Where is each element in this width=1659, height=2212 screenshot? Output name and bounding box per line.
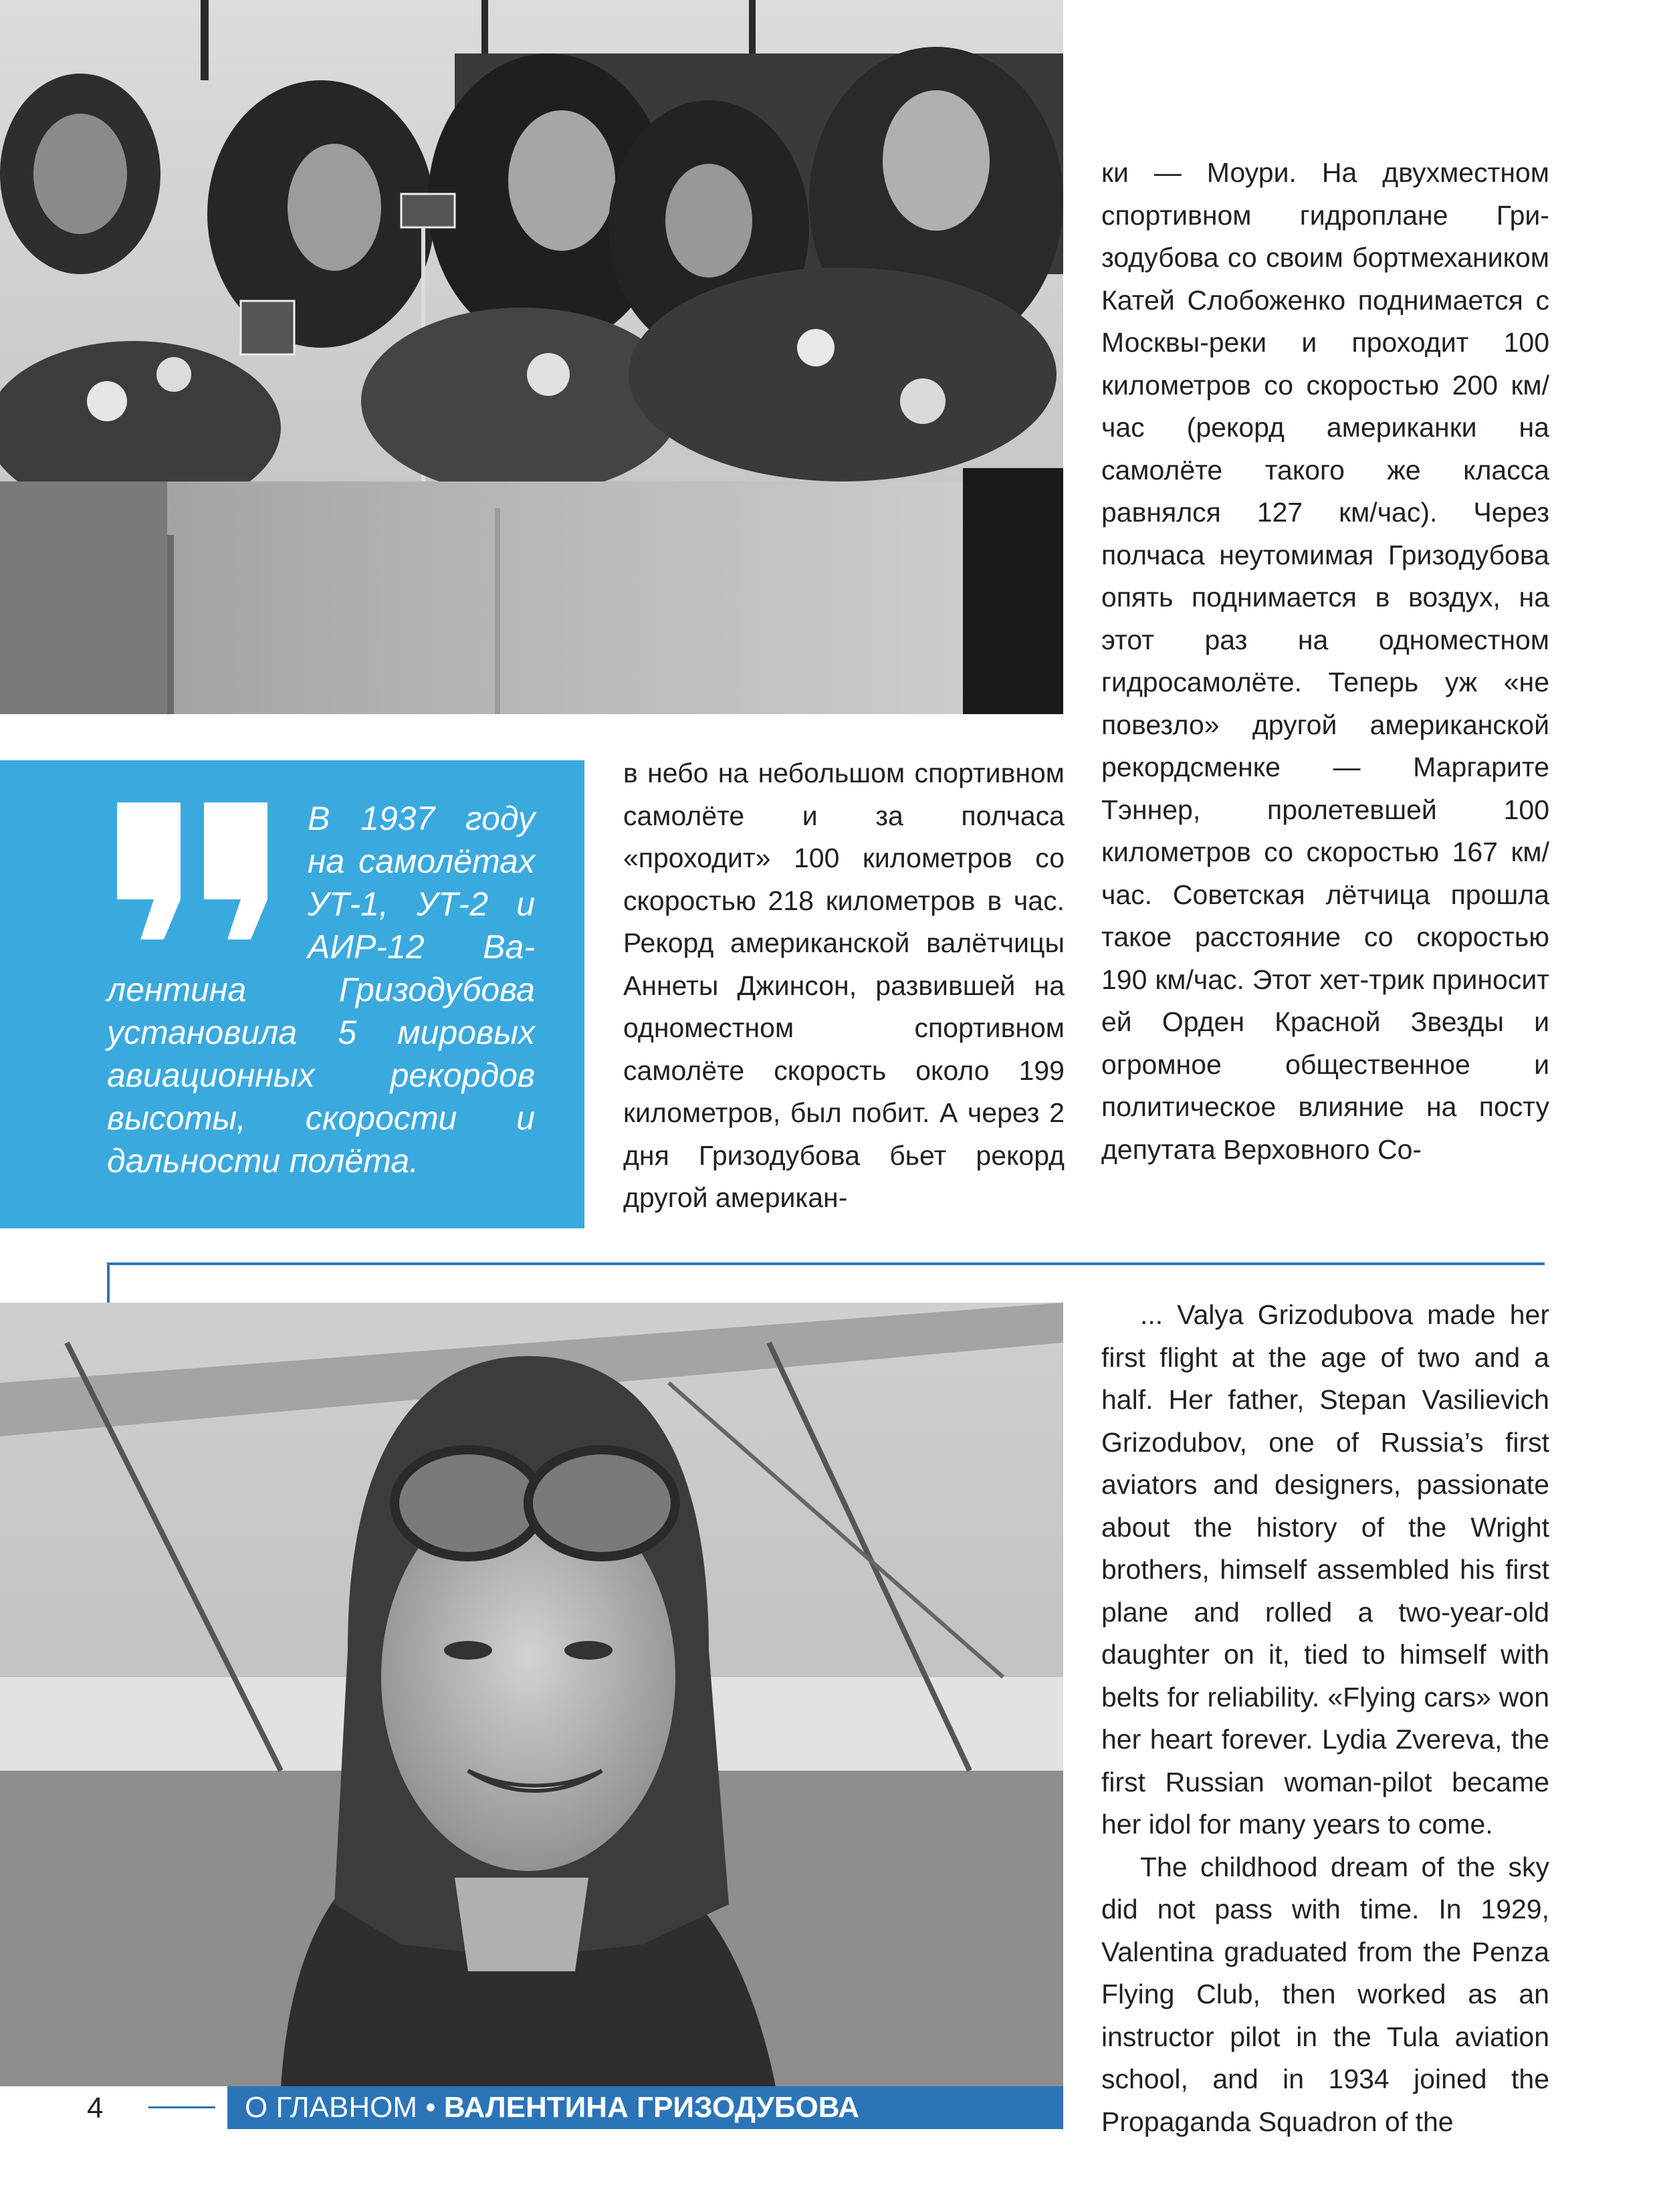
pull-quote (107, 797, 535, 1182)
page-number: 4 (87, 2092, 104, 2124)
article-text-ru-right (1101, 152, 1549, 1171)
running-footer (227, 2086, 1063, 2129)
footer-section: О ГЛАВНОМ (245, 2091, 418, 2124)
paragraph: в небо на небольшом спортивном самолёте и за полчаса «проходит» 100 километров со скоростью 218 километров в час. Рекорд американской валётчицы Аннеты Джинсон, развившей на одноместном спортивном самолёте скорость около 199 километров, был побит. А через 2 дня Гризодубова бьет рекорд другой американ- (623, 758, 1065, 1213)
footer-rule (148, 2106, 215, 2108)
divider-rule-corner (107, 1262, 110, 1303)
paragraph: ки — Моури. На двухместном спортивном гидроплане Гризодубова со своим бортмехаником Катей Слобоженко поднимается с Москвы-реки и проходит 100 километров со скоростью 200 км/час (рекорд американки на самолёте такого же класса равнялся 127 км/час). Через полчаса неутомимая Гризодубова опять поднимается в воздух, на этот раз на одноместном гидросамолёте. Теперь уж «не повезло» другой американской рекордсменке — Маргарите Тэннер, пролетевшей 100 километров со скоростью 167 км/час. Советская лётчица прошла такое расстояние со скоростью 190 км/час. Этот хет-трик приносит ей Орден Красной Звезды и огромное общественное и политическое влияние на посту депутата Верховного Со- (1101, 157, 1549, 1165)
photo-aviator-portrait (0, 1303, 1063, 2086)
photo-tribune (0, 0, 1063, 714)
paragraph: The childhood dream of the sky did not pass with time. In 1929, Valentina graduated from the Penza Flying Club, then worked as an instructor pilot in the Tula aviation school, and in 1934 joined the Propaganda Squadron of the (1101, 1851, 1549, 2137)
paragraph: ... Valya Grizodubova made her first flight at the age of two and a half. Her father, Stepan Vasilievich Grizodubov, one of Russia’s first aviators and designers, passionate about the history of the Wright brothers, himself assembled his first plane and rolled a two-year-old daughter on it, tied to himself with belts for reliability. «Flying cars» won her heart forever. Lydia Zvereva, the first Russian woman-pilot became her idol for many years to come. (1101, 1299, 1549, 1840)
divider-rule (107, 1262, 1545, 1265)
footer-title: ВАЛЕНТИНА ГРИЗОДУБОВА (443, 2091, 860, 2124)
article-text-en (1101, 1294, 1549, 2143)
article-text-ru-middle (623, 752, 1065, 1220)
pull-quote-text: В 1937 году на самолётах УТ-1, УТ-2 и АИР-12 Валентина Гризодубова установила 5 мировых авиационных рекордов высоты, скорости и дальности полёта. (107, 800, 535, 1180)
footer-separator: • (425, 2091, 436, 2124)
